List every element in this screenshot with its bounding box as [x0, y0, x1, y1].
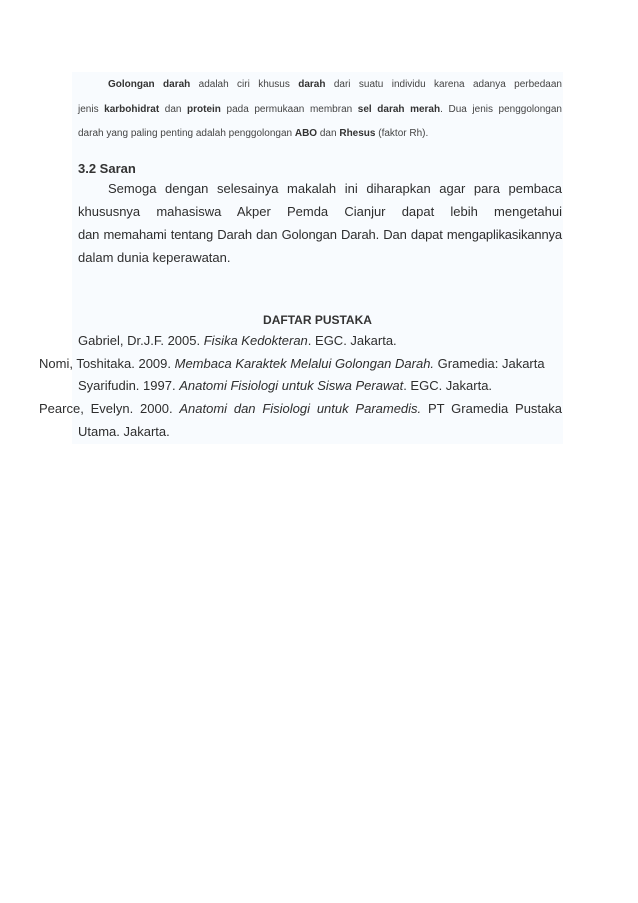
- paragraph-text: pada permukaan membran: [220, 104, 358, 115]
- term-sel-darah-merah: sel darah merah: [357, 104, 441, 115]
- reference-publisher: . EGC. Jakarta.: [403, 378, 493, 393]
- reference-4: [39, 401, 562, 416]
- reference-title: Anatomi dan Fisiologi untuk Paramedis.: [179, 401, 422, 416]
- term-karbohidrat: karbohidrat: [104, 104, 160, 115]
- reference-title: Membaca Karaktek Melalui Golongan Darah.: [174, 356, 435, 371]
- reference-3: [78, 378, 492, 393]
- saran-line-1: Semoga dengan selesainya makalah ini diharapkan agar para pembaca: [108, 181, 562, 196]
- reference-publisher: PT Gramedia Pustaka: [421, 401, 562, 416]
- paragraph-text: (faktor Rh).: [375, 128, 429, 139]
- paragraph-text: dari suatu individu karena adanya perbedaan: [325, 79, 562, 90]
- saran-line-3: dan memahami tentang Darah dan Golongan Darah. Dan dapat mengaplikasikannya: [78, 227, 562, 242]
- term-darah: darah: [298, 79, 326, 90]
- paragraph-text: darah yang paling penting adalah penggolongan: [78, 128, 295, 139]
- paragraph-text: jenis: [78, 104, 105, 115]
- paragraph-text: dan: [159, 104, 188, 115]
- term-golongan-darah: Golongan darah: [108, 79, 191, 90]
- paragraph-golongan-darah-line-2: [78, 104, 562, 115]
- reference-author-year: Pearce, Evelyn. 2000.: [39, 401, 180, 416]
- saran-line-4: dalam dunia keperawatan.: [78, 250, 231, 265]
- paragraph-text: dan: [317, 128, 340, 139]
- section-heading-saran: 3.2 Saran: [78, 161, 136, 176]
- reference-title: Fisika Kedokteran: [203, 333, 308, 348]
- paragraph-golongan-darah-line-3: [78, 128, 562, 139]
- reference-author-year: Syarifudin. 1997.: [78, 378, 180, 393]
- reference-publisher: . EGC. Jakarta.: [307, 333, 397, 348]
- reference-2: [39, 356, 545, 371]
- reference-title: Anatomi Fisiologi untuk Siswa Perawat: [179, 378, 404, 393]
- bibliography-title: DAFTAR PUSTAKA: [263, 313, 372, 327]
- reference-publisher: Gramedia: Jakarta: [434, 356, 545, 371]
- term-protein: protein: [187, 104, 221, 115]
- paragraph-golongan-darah-line-1: [108, 79, 562, 90]
- reference-author-year: Gabriel, Dr.J.F. 2005.: [78, 333, 204, 348]
- saran-line-2: khususnya mahasiswa Akper Pemda Cianjur dapat lebih mengetahui: [78, 204, 562, 219]
- paragraph-text: . Dua jenis penggolongan: [440, 104, 562, 115]
- reference-author-year: Nomi, Toshitaka. 2009.: [39, 356, 175, 371]
- term-rhesus: Rhesus: [339, 128, 376, 139]
- reference-4-continuation: Utama. Jakarta.: [78, 424, 170, 439]
- paragraph-text: adalah ciri khusus: [190, 79, 299, 90]
- term-abo: ABO: [294, 128, 318, 139]
- reference-1: [78, 333, 397, 348]
